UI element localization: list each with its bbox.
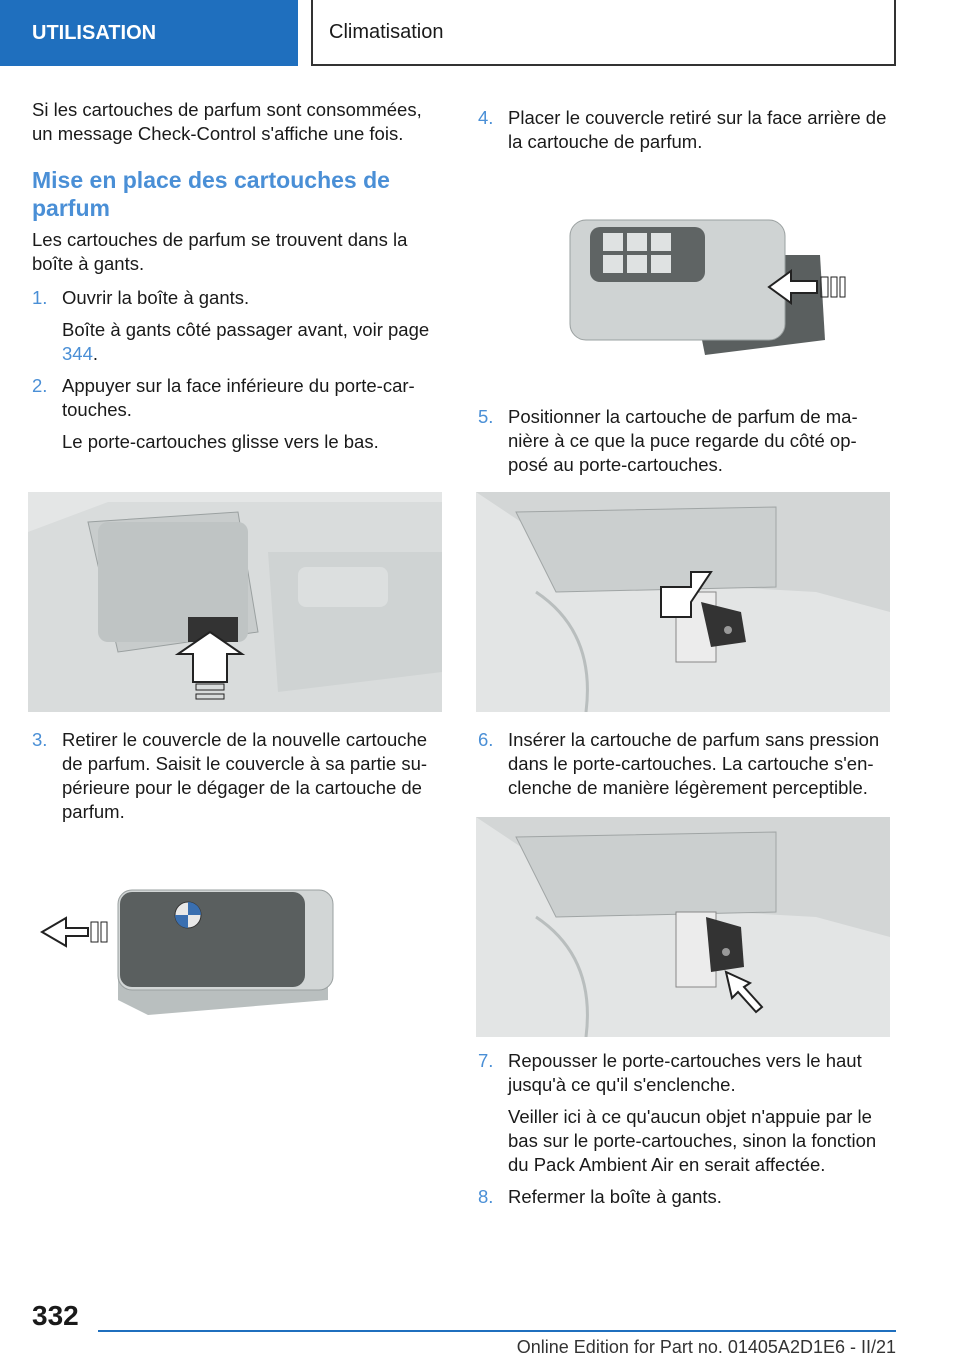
figure-insert-cartridge: [476, 817, 890, 1037]
step-4-block: [478, 106, 894, 162]
step-8: [478, 1185, 894, 1209]
section-title: UTILISATION: [32, 21, 157, 44]
step-number: 7.: [478, 1050, 494, 1071]
lead-paragraph: Les cartouches de parfum se trouvent dans la boîte à gants.: [32, 229, 408, 274]
step-note: Le porte-cartouches glisse vers le bas.: [62, 431, 379, 452]
step-number: 4.: [478, 107, 494, 128]
step-1: [32, 286, 442, 366]
step-text: Refermer la boîte à gants.: [508, 1186, 722, 1207]
edition-text: Online Edition for Part no. 01405A2D1E6 - II/21: [516, 1337, 896, 1357]
step-2: [32, 374, 442, 454]
chapter-title: Climatisation: [329, 20, 444, 43]
step-text: Insérer la cartouche de parfum sans pression dans le porte-cartouches. La cartouche s'en-clenche de manière légèrement perceptible.: [508, 729, 880, 798]
step-text: Ouvrir la boîte à gants.: [62, 287, 250, 308]
step-text: Appuyer sur la face inférieure du porte-car-touches.: [62, 375, 415, 420]
figure-remove-cover: [38, 870, 338, 1020]
steps-7-8-block: [478, 1049, 894, 1217]
step-7: [478, 1049, 894, 1177]
footer-divider: [98, 1330, 896, 1332]
page-number: 332: [32, 1300, 79, 1331]
step-5: [478, 405, 894, 477]
step-text: Retirer le couvercle de la nouvelle cartouche de parfum. Saisit le couvercle à sa partie su-périeure pour le dégager de la cartouche de parfum.: [62, 729, 428, 822]
step-number: 3.: [32, 729, 48, 750]
section-tab: [0, 0, 298, 66]
figure-position-cartridge: [476, 492, 890, 712]
step-number: 1.: [32, 287, 48, 308]
step-text: Placer le couvercle retiré sur la face arrière de la cartouche de parfum.: [508, 107, 887, 152]
step-note: Boîte à gants côté passager avant, voir page 344.: [62, 319, 430, 364]
chapter-header: [311, 0, 896, 66]
step-number: 6.: [478, 729, 494, 750]
step-number: 2.: [32, 375, 48, 396]
step-note: Veiller ici à ce qu'aucun objet n'appuie par le bas sur le porte-cartouches, sinon la fonction du Pack Ambient Air en serait affectée.: [508, 1106, 877, 1175]
figure-press-holder: [28, 492, 442, 712]
section-heading: Mise en place des cartouches de parfum: [32, 167, 390, 221]
step-text: Repousser le porte-cartouches vers le haut jusqu'à ce qu'il s'enclenche.: [508, 1050, 862, 1095]
left-column-lower: [32, 728, 442, 832]
page-link[interactable]: 344: [62, 343, 93, 364]
intro-paragraph: Si les cartouches de parfum sont consommées, un message Check-Control s'affiche une fois.: [32, 99, 422, 144]
left-column: [32, 98, 442, 462]
step-6-block: [478, 728, 894, 808]
figure-place-cover: [565, 215, 865, 360]
step-6: [478, 728, 894, 800]
step-3: [32, 728, 442, 824]
step-number: 8.: [478, 1186, 494, 1207]
step-number: 5.: [478, 406, 494, 427]
step-5-block: [478, 405, 894, 485]
step-4: [478, 106, 894, 154]
step-text: Positionner la cartouche de parfum de ma-nière à ce que la puce regarde du côté op-posé au porte-cartouches.: [508, 406, 858, 475]
